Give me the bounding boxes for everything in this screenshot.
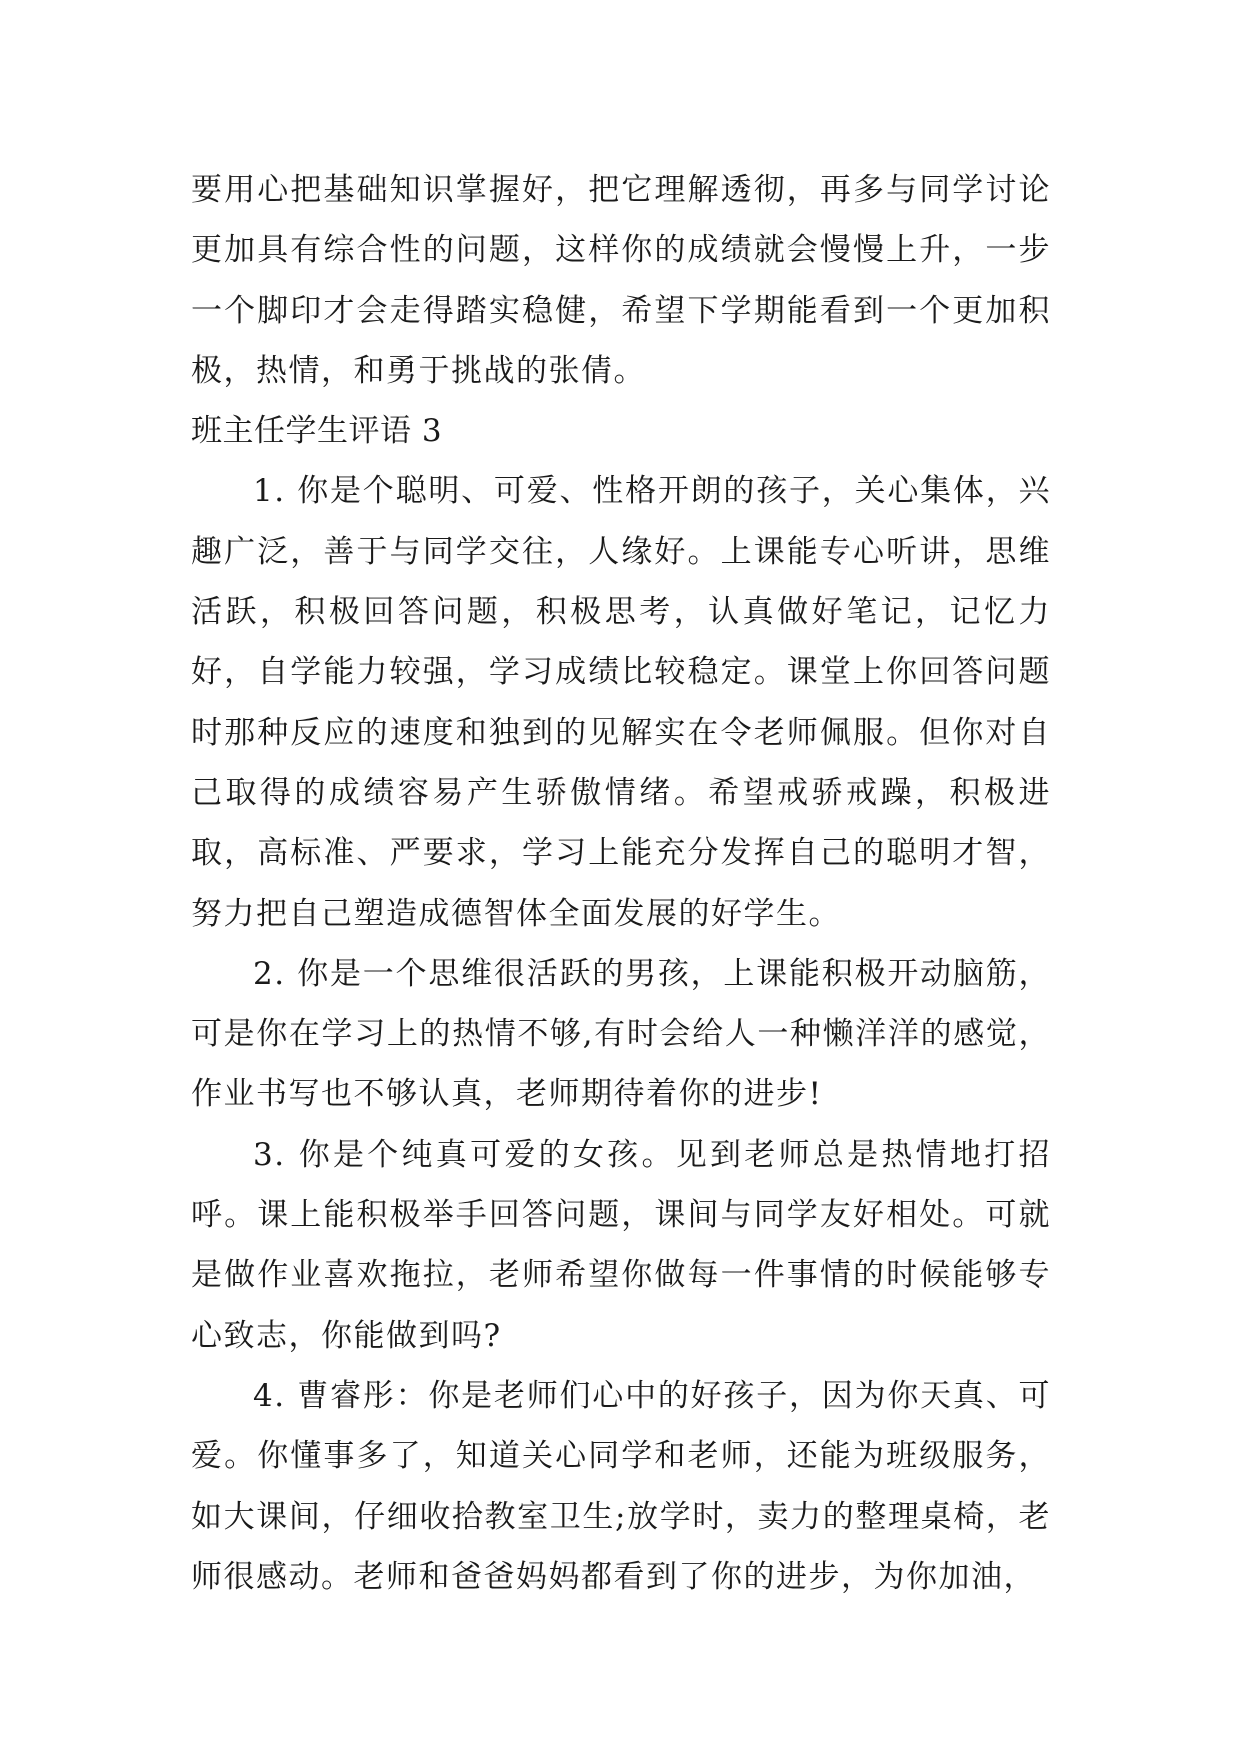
comment-paragraph-4: 4. 曹睿彤：你是老师们心中的好孩子，因为你天真、可爱。你懂事多了，知道关心同学和老师，还能为班级服务，如大课间，仔细收拾教室卫生;放学时，卖力的整理桌椅，老师很感动。老师和爸爸妈妈都看到了你的进步，为你加油， — [191, 1377, 1051, 1595]
comment-paragraph-1: 1. 你是个聪明、可爱、性格开朗的孩子，关心集体，兴趣广泛，善于与同学交往，人缘好。上课能专心听讲，思维活跃，积极回答问题，积极思考，认真做好笔记，记忆力好，自学能力较强，学习成绩比较稳定。课堂上你回答问题时那种反应的速度和独到的见解实在令老师佩服。但你对自己取得的成绩容易产生骄傲情绪。希望戒骄戒躁，积极进取，高标准、严要求，学习上能充分发挥自己的聪明才智，努力把自己塑造成德智体全面发展的好学生。 — [191, 473, 1051, 932]
comment-paragraph-3: 3. 你是个纯真可爱的女孩。见到老师总是热情地打招呼。课上能积极举手回答问题，课间与同学友好相处。可就是做作业喜欢拖拉，老师希望你做每一件事情的时候能够专心致志，你能做到吗? — [191, 1136, 1051, 1354]
section-title: 班主任学生评语 3 — [191, 413, 443, 450]
continuation-paragraph: 要用心把基础知识掌握好，把它理解透彻，再多与同学讨论更加具有综合性的问题，这样你的成绩就会慢慢上升，一步一个脚印才会走得踏实稳健，希望下学期能看到一个更加积极，热情，和勇于挑战的张倩。 — [191, 172, 1051, 389]
comment-paragraph-2: 2. 你是一个思维很活跃的男孩，上课能积极开动脑筋，可是你在学习上的热情不够,有时会给人一种懒洋洋的感觉，作业书写也不够认真，老师期待着你的进步! — [191, 955, 1051, 1113]
document-body — [191, 160, 1051, 1607]
